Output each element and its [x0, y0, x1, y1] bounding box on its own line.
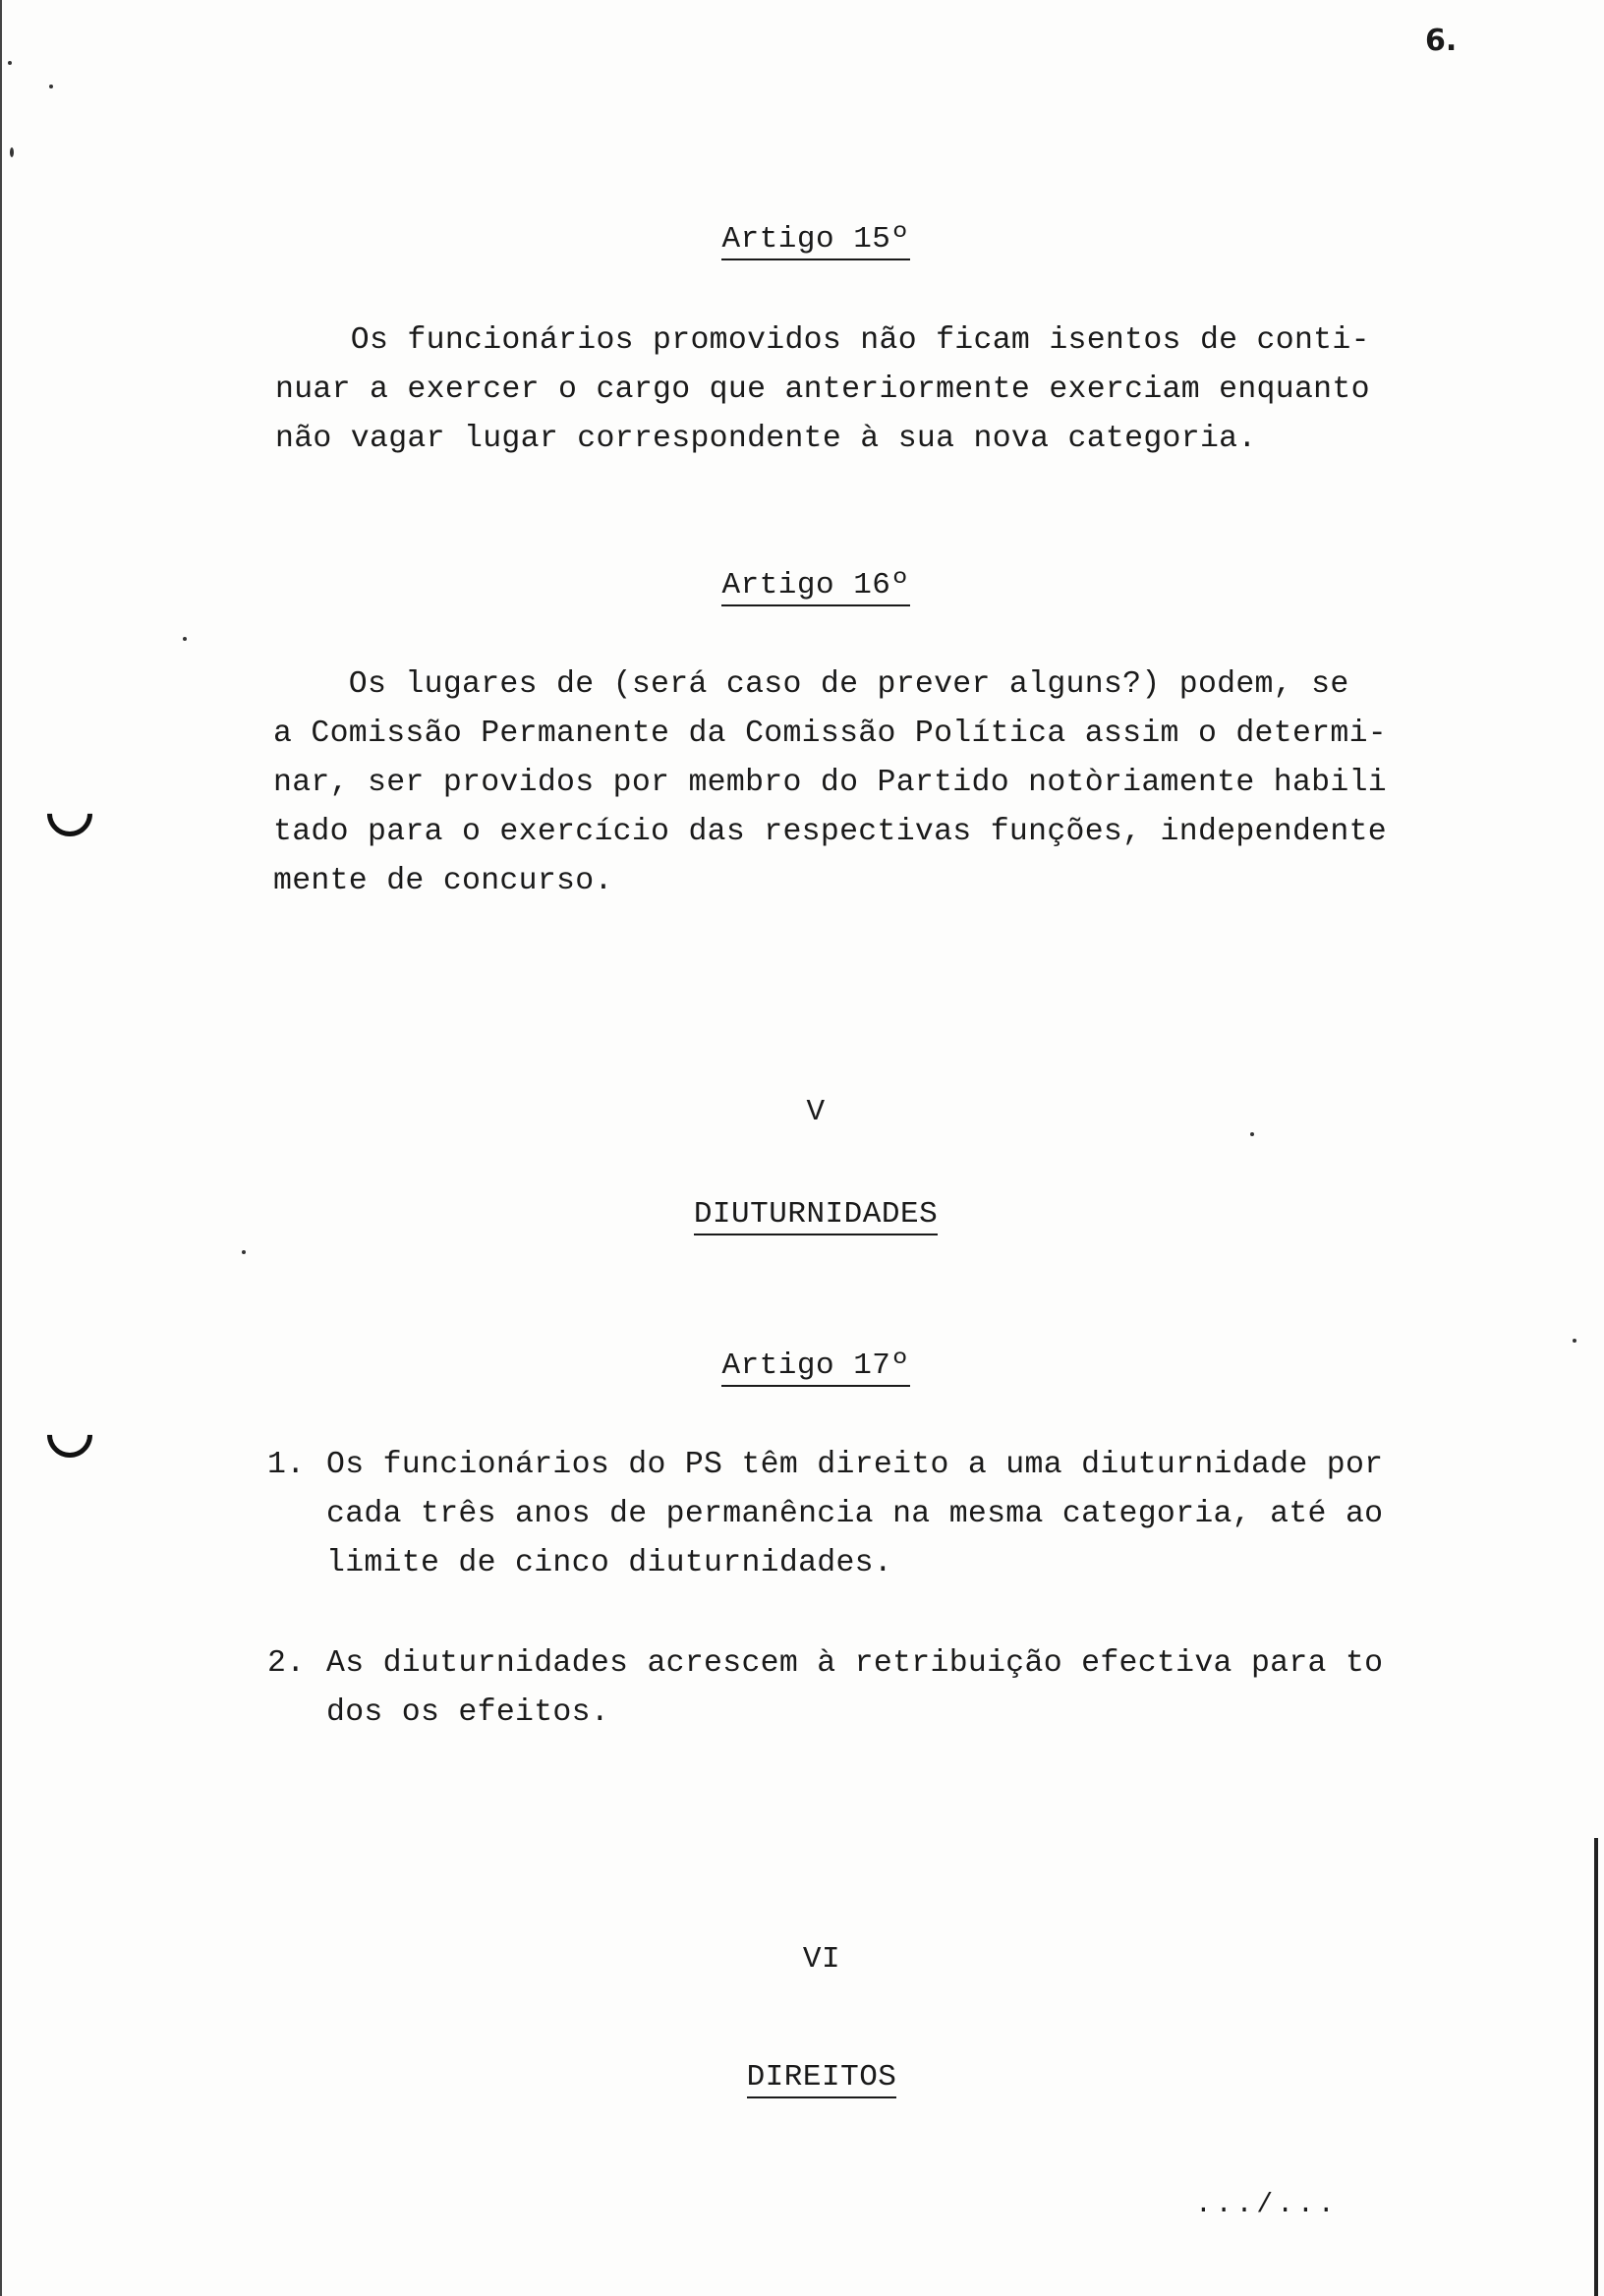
- section-6-title-text: DIREITOS: [747, 2060, 897, 2098]
- article-15-paragraph: [275, 316, 1455, 464]
- article-17-heading: [0, 1349, 1604, 1383]
- paragraph-line: não vagar lugar correspondente à sua nova categoria.: [275, 422, 1257, 456]
- item-line: dos os efeitos.: [326, 1695, 610, 1730]
- article-15-heading: [0, 222, 1604, 257]
- paragraph-line: mente de concurso.: [273, 864, 613, 898]
- item-body: [326, 1441, 1383, 1588]
- section-5-title: [0, 1197, 1604, 1232]
- item-body: [326, 1639, 1383, 1738]
- scan-speck: [242, 1250, 246, 1254]
- section-5-numeral: V: [806, 1095, 826, 1129]
- paragraph-line: tado para o exercício das respectivas funções, independente: [273, 815, 1387, 849]
- item-line: limite de cinco diuturnidades.: [326, 1546, 893, 1580]
- punch-hole-mark: [37, 781, 101, 845]
- continuation-mark: .../...: [1195, 2190, 1339, 2220]
- paragraph-line: Os funcionários promovidos não ficam isentos de conti-: [275, 323, 1370, 358]
- item-line: Os funcionários do PS têm direito a uma diuturnidade por: [326, 1448, 1384, 1482]
- article-15-heading-text: Artigo 15º: [721, 222, 909, 260]
- item-number: 2.: [267, 1646, 306, 1681]
- item-line: cada três anos de permanência na mesma categoria, até ao: [326, 1497, 1384, 1531]
- scan-speck: [8, 61, 12, 65]
- article-16-paragraph: [273, 660, 1453, 906]
- paragraph-line: a Comissão Permanente da Comissão Política assim o determi-: [273, 717, 1387, 751]
- scan-speck: [10, 147, 14, 157]
- article-16-heading-text: Artigo 16º: [721, 568, 909, 606]
- page-number: 6.: [1425, 24, 1458, 58]
- section-6-numeral: VI: [802, 1942, 841, 1977]
- item-number: 1.: [267, 1448, 306, 1482]
- page-left-edge: [0, 0, 2, 2296]
- scan-speck: [1250, 1132, 1254, 1136]
- item-line: As diuturnidades acrescem à retribuição efectiva para to: [326, 1646, 1384, 1681]
- article-16-heading: [0, 568, 1604, 603]
- paragraph-line: nuar a exercer o cargo que anteriormente exerciam enquanto: [275, 373, 1370, 407]
- section-5-title-text: DIUTURNIDADES: [694, 1197, 938, 1235]
- paragraph-line: Os lugares de (será caso de prever alguns?) podem, se: [273, 667, 1349, 702]
- scan-speck: [183, 637, 187, 641]
- section-6-title: [6, 2060, 1604, 2095]
- paragraph-line: nar, ser providos por membro do Partido notòriamente habili: [273, 766, 1387, 800]
- article-17-heading-text: Artigo 17º: [721, 1349, 909, 1387]
- scan-speck: [1573, 1339, 1576, 1343]
- punch-hole-mark: [37, 1403, 101, 1466]
- scan-speck: [49, 85, 53, 88]
